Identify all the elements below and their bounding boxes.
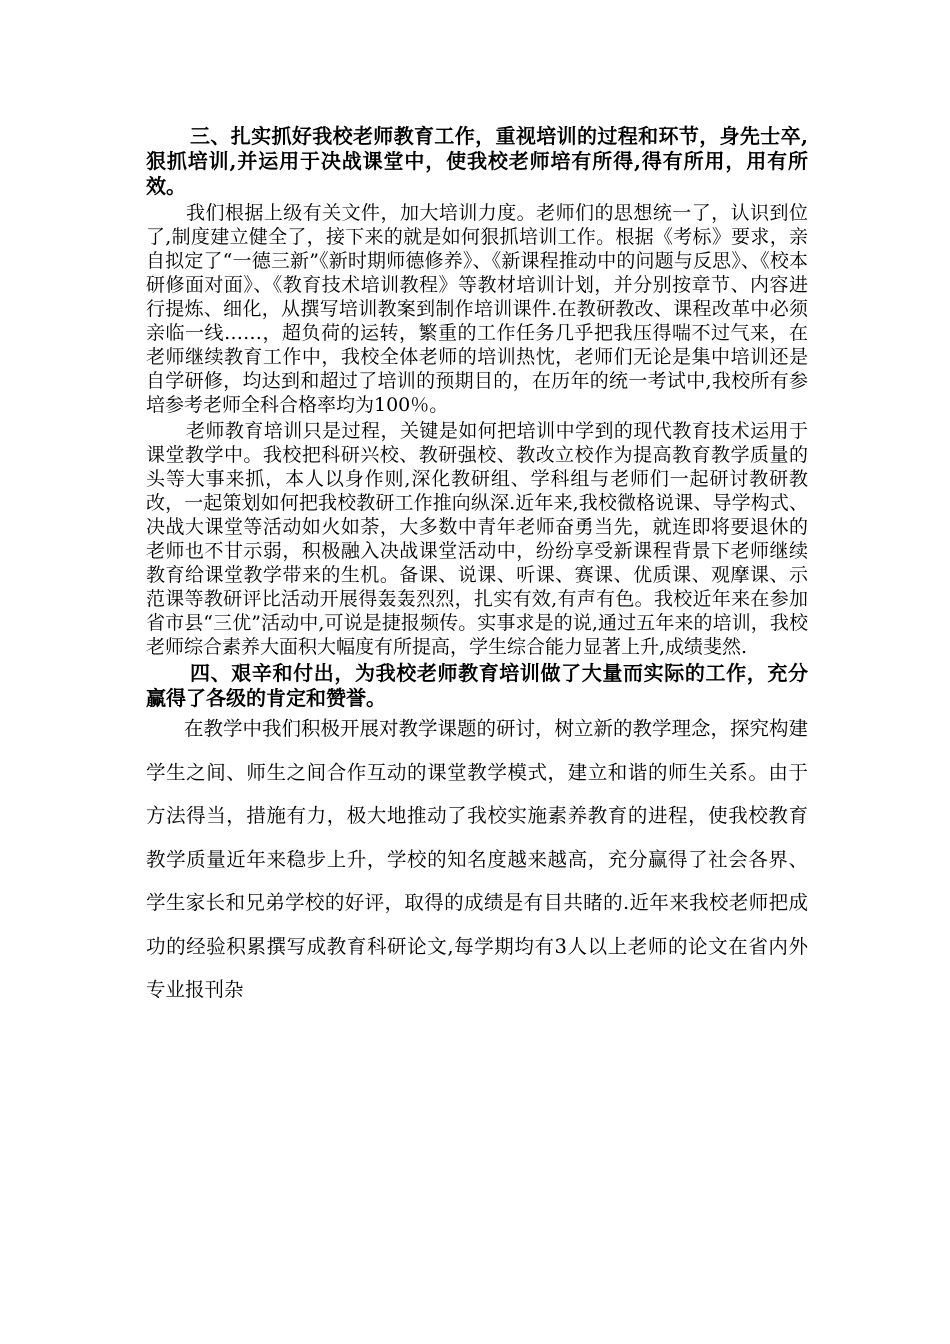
body-paragraph: 在教学中我们积极开展对教学课题的研讨，树立新的教学理念，探究构建学生之间、师生之间合作互动的课堂教学模式，建立和谐的师生关系。由于方法得当，措施有力，极大地推动了我校实施素养教育的进程，使我校教育教学质量近年来稳步上升，学校的知名度越来越高，充分赢得了社会各界、学生家长和兄弟学校的好评，取得的成绩是有目共睹的.近年来我校老师把成功的经验积累撰写成教育科研论文,每学期均有3人以上老师的论文在省内外专业报刊杂 (146, 717, 809, 1001)
body-paragraph: 老师教育培训只是过程，关键是如何把培训中学到的现代教育技术运用于课堂教学中。我校把科研兴校、教研强校、教改立校作为提高教育教学质量的头等大事来抓，本人以身作则,深化教研组、学科组与老师们一起研讨教研教改，一起策划如何把我校教研工作推向纵深.近年来,我校微格说课、导学构式、决战大课堂等活动如火如荼，大多数中青年老师奋勇当先，就连即将要退休的老师也不甘示弱，积极融入决战课堂活动中，纷纷享受新课程背景下老师继续教育给课堂教学带来的生机。备课、说课、听课、赛课、优质课、观摩课、示范课等教研评比活动开展得轰轰烈烈，扎实有效,有声有色。我校近年来在参加省市县“三优”活动中,可说是捷报频传。实事求是的说,通过五年来的培训，我校老师综合素养大面积大幅度有所提高，学生综合能力显著上升,成绩斐然. (146, 420, 808, 658)
body-paragraph: 我们根据上级有关文件，加大培训力度。老师们的思想统一了，认识到位了,制度建立健全了，接下来的就是如何狠抓培训工作。根据《考标》要求，亲自拟定了“一德三新”《新时期师德修养》、《新课程推动中的问题与反思》、《校本研修面对面》、《教育技术培训教程》等教材培训计划，并分别按章节、内容进行提炼、细化，从撰写培训教案到制作培训课件.在教研教改、课程改革中必须亲临一线……，超负荷的运转，繁重的工作任务几乎把我压得喘不过气来，在老师继续教育工作中，我校全体老师的培训热忱，老师们无论是集中培训还是自学研修，均达到和超过了培训的预期目的，在历年的统一考试中,我校所有参培参考老师全科合格率均为100％。 (146, 202, 808, 416)
section-heading-4: 四、艰辛和付出，为我校老师教育培训做了大量而实际的工作，充分赢得了各级的肯定和赞誉。 (146, 661, 808, 710)
document-body (146, 124, 808, 1012)
section-heading-3: 三、扎实抓好我校老师教育工作，重视培训的过程和环节，身先士卒,狠抓培训,并运用于决战课堂中，使我校老师培有所得,得有所用，用有所效。 (146, 124, 808, 198)
